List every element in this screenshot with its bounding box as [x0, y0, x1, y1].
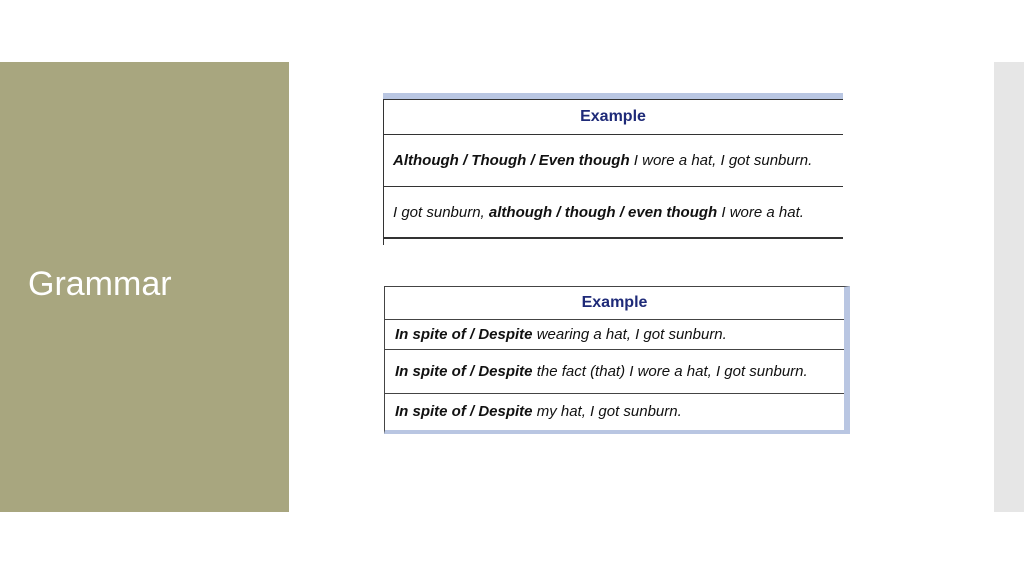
- table-header: Example: [383, 99, 843, 135]
- example-text: I wore a hat.: [717, 203, 804, 221]
- table-left-border: [383, 99, 384, 245]
- example-keyword: In spite of / Despite: [395, 363, 533, 380]
- example-table-although: [383, 93, 843, 245]
- table-row: [383, 187, 843, 239]
- slide-title: Grammar: [28, 265, 172, 303]
- example-text: my hat, I got sunburn.: [532, 402, 682, 420]
- example-text: wearing a hat, I got sunburn.: [532, 326, 727, 343]
- example-text: I wore a hat, I got sunburn.: [629, 152, 813, 169]
- example-text: the fact (that) I wore a hat, I got sunburn.: [532, 363, 808, 380]
- example-keyword: Although / Though / Even though: [393, 152, 630, 169]
- example-keyword: In spite of / Despite: [395, 326, 533, 343]
- example-text: I got sunburn,: [393, 203, 489, 221]
- table-row: [383, 135, 843, 187]
- table-row: [385, 350, 844, 394]
- example-table-despite: [384, 286, 850, 434]
- example-keyword: In spite of / Despite: [395, 402, 533, 420]
- right-edge-strip: [994, 62, 1024, 512]
- example-keyword: although / though / even though: [488, 203, 718, 221]
- table-row: [385, 394, 844, 428]
- table-row: [385, 320, 844, 350]
- table-header: Example: [385, 287, 844, 320]
